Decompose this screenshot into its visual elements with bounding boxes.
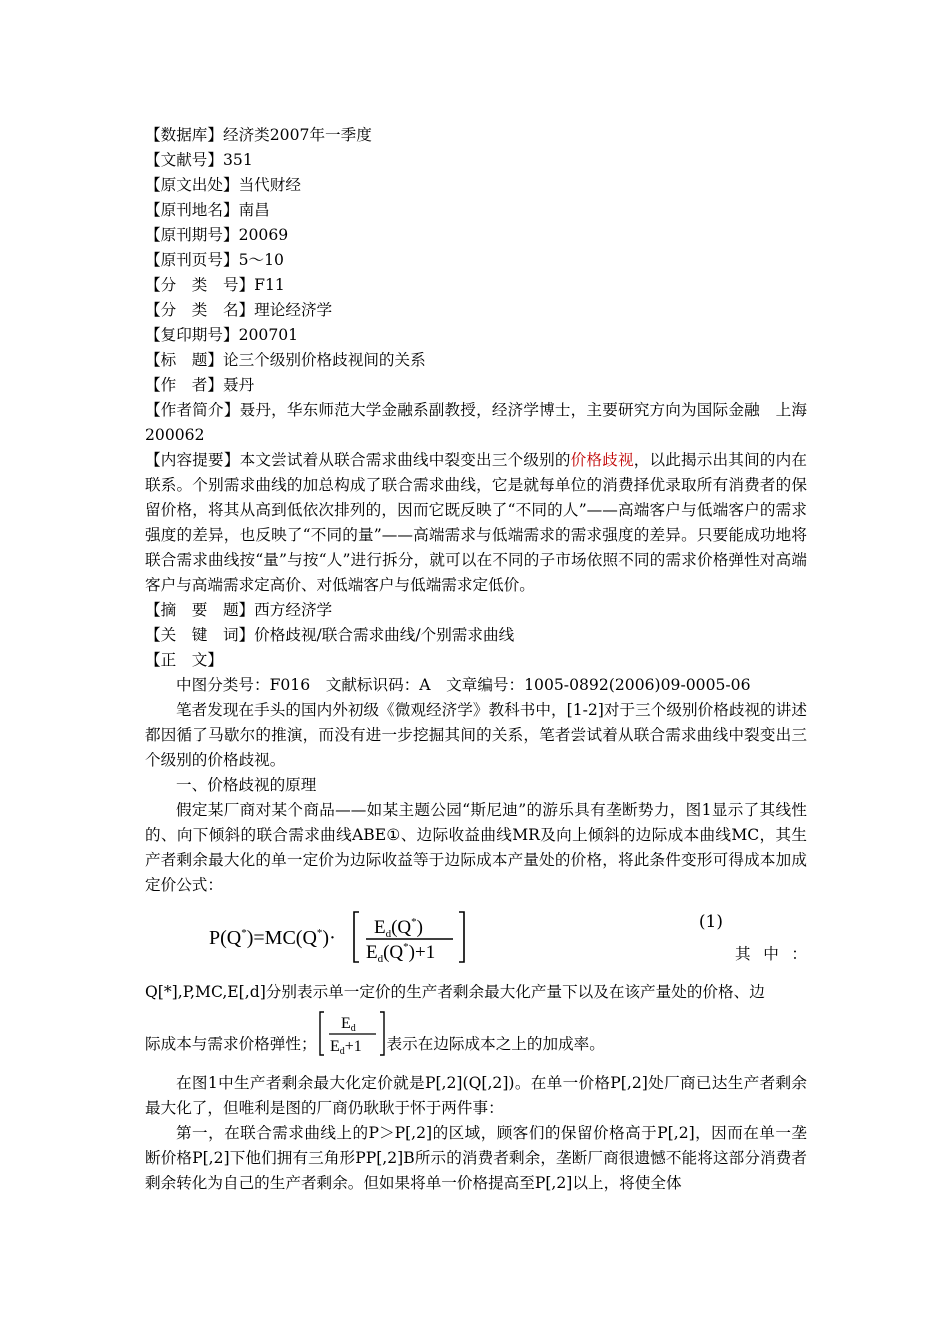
field-value: 当代财经: [238, 176, 301, 194]
field-label: 【数据库】: [145, 126, 223, 144]
formula-lhs: P(Q*)=MC(Q*)·: [209, 927, 336, 949]
meta-row: [145, 248, 807, 273]
formula-denominator: Ed+1: [329, 1038, 362, 1057]
field-label: 【文献号】: [145, 151, 223, 169]
paragraph-line: [145, 980, 807, 1005]
meta-row: [145, 348, 807, 373]
field-value: 价格歧视/联合需求曲线/个别需求曲线: [254, 626, 515, 644]
meta-row: [145, 123, 807, 148]
field-label: 【分 类 号】: [145, 276, 255, 294]
field-value: 20069: [238, 226, 289, 244]
body-label: 【正 文】: [145, 651, 223, 669]
abstract: [145, 448, 807, 598]
field-label: 【原文出处】: [145, 176, 239, 194]
field-label: 【原刊期号】: [145, 226, 239, 244]
author-bio: [145, 398, 823, 448]
meta-row: [145, 273, 807, 298]
field-value: 351: [222, 151, 253, 169]
field-value: 聂丹，华东师范大学金融系副教授，经济学博士，主要研究方向为国际金融 上海 200062: [145, 401, 823, 444]
bracket-right: [380, 1012, 384, 1055]
meta-row: [145, 198, 807, 223]
document-body: [145, 123, 823, 1196]
meta-list: [145, 123, 807, 398]
meta-row: [145, 323, 807, 348]
meta-row: [145, 373, 807, 398]
bracket-left: [320, 1012, 324, 1055]
formula-denominator: $E_d(Q^*)+1$: [366, 941, 436, 965]
section-heading: 一、价格歧视的原理: [176, 776, 317, 794]
field-value: 经济类2007年一季度: [222, 126, 372, 144]
field-value: 200701: [238, 326, 299, 344]
bracket-left: [354, 912, 359, 962]
qizhong-char: ：: [791, 945, 807, 963]
formula-2-line: [145, 1007, 807, 1057]
meta-row: [145, 223, 807, 248]
classification-line: 中图分类号：F016 文献标识码：A 文章编号：1005-0892(2006)09-0005-06: [176, 676, 751, 694]
field-label: 【作 者】: [145, 376, 223, 394]
paragraph-text: Q[*],P,MC,E[,d]分别表示单一定价的生产者剩余最大化产量下以及在该产量处的价格、边: [145, 983, 765, 1001]
field-label: 【复印期号】: [145, 326, 239, 344]
meta-row: [145, 148, 807, 173]
field-value: 论三个级别价格歧视间的关系: [222, 351, 426, 369]
cost-plus-formula: [209, 906, 469, 966]
meta-row: [145, 173, 807, 198]
highlight-link[interactable]: 价格歧视: [570, 451, 634, 469]
field-label: 【摘 要 题】: [145, 601, 255, 619]
field-value: F11: [254, 276, 285, 294]
formula-numerator: Ed: [340, 1015, 356, 1034]
field-value: 聂丹: [222, 376, 255, 394]
paragraph-text: 表示在边际成本之上的加成率。: [386, 1035, 605, 1053]
field-label: 【标 题】: [145, 351, 223, 369]
field-value: 西方经济学: [254, 601, 333, 619]
qizhong-char: 中: [763, 945, 779, 963]
bracket-right: [459, 912, 464, 962]
equation-number: (1): [698, 912, 723, 932]
paragraph: 在图1中生产者剩余最大化定价就是P[,2](Q[,2])。在单一价格P[,2]处厂商已达生产者剩余最大化了，但唯利是图的厂商仍耿耿于怀于两件事：: [145, 1074, 807, 1117]
keywords: [145, 623, 807, 648]
field-label: 【原刊页号】: [145, 251, 239, 269]
abstract-text: ，以此揭示出其间的内在联系。个别需求曲线的加总构成了联合需求曲线，它是就每单位的消费择优录取所有消费者的保留价格，将其从高到低依次排列的，因而它既反映了“不同的人”——高端客户与低端客户的需求强度的差异，也反映了“不同的量”——高端需求与低端需求的需求强度的差异。只要能成功地将联合需求曲线按“量”与按“人”进行拆分，就可以在不同的子市场依照不同的需求价格弹性对高端客户与高端需求定高价、对低端客户与低端需求定低价。: [145, 451, 807, 594]
paragraph-text: 际成本与需求价格弹性；: [145, 1035, 317, 1053]
formula-numerator: $E_d(Q^*)$: [374, 916, 423, 940]
paragraph: 笔者发现在手头的国内外初级《微观经济学》教科书中，[1-2]对于三个级别价格歧视的讲述都因循了马歇尔的推演，而没有进一步挖掘其间的关系，笔者尝试着从联合需求曲线中裂变出三个级别的价格歧视。: [145, 701, 807, 769]
abstract-text: 本文尝试着从联合需求曲线中裂变出三个级别的: [239, 451, 571, 469]
field-label: 【分 类 名】: [145, 301, 255, 319]
field-value: 南昌: [238, 201, 270, 219]
field-label: 【内容提要】: [145, 451, 240, 469]
field-label: 【关 键 词】: [145, 626, 255, 644]
field-label: 【原刊地名】: [145, 201, 239, 219]
markup-rate-formula: [319, 1009, 385, 1057]
formula-1: [145, 900, 807, 966]
field-label: 【作者简介】: [145, 401, 240, 419]
meta-row: [145, 298, 807, 323]
qizhong-char: 其: [735, 945, 751, 963]
subject: [145, 598, 807, 623]
paragraph: 第一，在联合需求曲线上的P＞P[,2]的区域，顾客们的保留价格高于P[,2]，因而在单一垄断价格P[,2]下他们拥有三角形PP[,2]B所示的消费者剩余，垄断厂商很遗憾不能将这部分消费者剩余转化为自己的生产者剩余。但如果将单一价格提高至P[,2]以上，将使全体: [145, 1124, 807, 1192]
field-value: 理论经济学: [254, 301, 333, 319]
paragraph: 假定某厂商对某个商品——如某主题公园“斯尼迪”的游乐具有垄断势力，图1显示了其线性的、向下倾斜的联合需求曲线ABE①、边际收益曲线MR及向上倾斜的边际成本曲线MC，其生产者剩余最大化的单一定价为边际收益等于边际成本产量处的价格，将此条件变形可得成本加成定价公式：: [145, 801, 807, 894]
field-value: 5～10: [238, 251, 284, 269]
qizhong: [735, 942, 807, 967]
